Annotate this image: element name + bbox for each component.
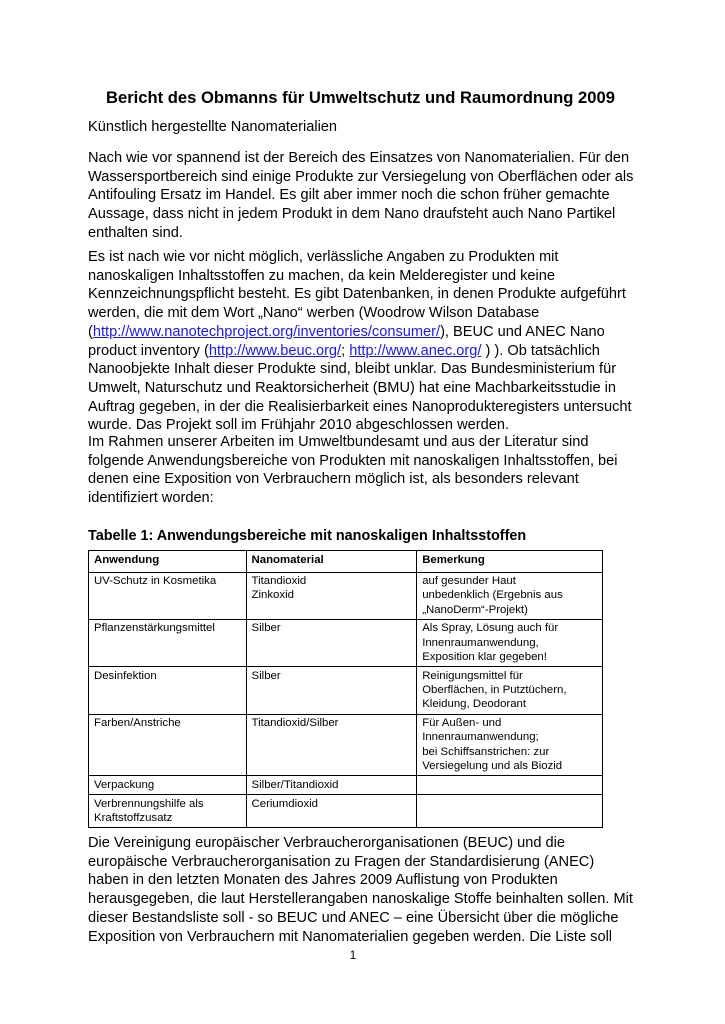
paragraph-line: Die Vereinigung europäischer Verbraucherorganisationen (BEUC) und die bbox=[88, 835, 566, 851]
paragraph-1 bbox=[88, 149, 648, 243]
table-cell bbox=[89, 795, 247, 828]
paragraph-line: folgende Anwendungsbereiche von Produkten mit nanoskaligen Inhaltsstoffen, bei bbox=[88, 452, 618, 469]
paragraph-line: dieser Bestandsliste soll - so BEUC und ANEC – eine Übersicht über die mögliche bbox=[88, 909, 619, 926]
cell-line: Titandioxid/Silber bbox=[251, 717, 339, 730]
paragraph-line: Kennzeichnungspflicht besteht. Es gibt Datenbanken, in denen Produkte aufgeführt bbox=[88, 286, 626, 303]
cell-line: Silber bbox=[251, 669, 281, 682]
cell-line: Oberflächen, in Putztüchern, bbox=[422, 684, 567, 697]
text-segment: ), BEUC und ANEC Nano bbox=[440, 323, 605, 340]
paragraph-line: enthalten sind. bbox=[88, 224, 183, 241]
table-cell bbox=[246, 572, 417, 619]
text-segment: ) ). Ob tatsächlich bbox=[481, 342, 600, 359]
cell-line: Innenraumanwendung, bbox=[422, 636, 539, 649]
cell-line: unbedenklich (Ergebnis aus bbox=[422, 589, 563, 602]
column-header-anwendung: Anwendung bbox=[89, 551, 247, 573]
link-anec[interactable]: http://www.anec.org/ bbox=[349, 342, 482, 359]
text-segment: product inventory ( bbox=[88, 342, 209, 359]
paragraph-line bbox=[88, 323, 648, 342]
table-cell bbox=[417, 776, 603, 795]
cell-line: Reinigungsmittel für bbox=[422, 669, 523, 682]
paragraph-line: Wassersportbereich sind einige Produkte zur Versiegelung von Oberflächen oder als bbox=[88, 168, 634, 185]
paragraph-line: herausgegeben, die laut Herstellerangaben nanoskalige Stoffe beinhalten sollen. Mit bbox=[88, 891, 633, 908]
cell-line: „NanoDerm“-Projekt) bbox=[422, 603, 528, 616]
cell-line: Pflanzenstärkungsmittel bbox=[94, 622, 215, 635]
table-cell bbox=[246, 795, 417, 828]
paragraph-line: wurde. Das Projekt soll im Frühjahr 2010 abgeschlossen werden. bbox=[88, 417, 509, 434]
table-row bbox=[89, 795, 603, 828]
paragraph-line: Nanoobjekte Inhalt dieser Produkte sind, bleibt unklar. Das Bundesministerium für bbox=[88, 361, 617, 378]
paragraph-line: nanoskaligen Inhaltsstoffen zu machen, da kein Melderegister und keine bbox=[88, 267, 556, 284]
cell-line: Verpackung bbox=[94, 778, 155, 791]
cell-line: Silber/Titandioxid bbox=[251, 778, 339, 791]
table-cell bbox=[89, 667, 247, 714]
paragraph-line: Umwelt, Naturschutz und Reaktorsicherheit (BMU) hat eine Machbarkeitsstudie in bbox=[88, 379, 617, 396]
cell-line: Kleidung, Deodorant bbox=[422, 698, 527, 711]
cell-line: bei Schiffsanstrichen: zur bbox=[422, 745, 550, 758]
table-cell bbox=[246, 619, 417, 666]
table-cell bbox=[417, 795, 603, 828]
cell-line: Titandioxid bbox=[251, 575, 307, 587]
paragraph-line: identifiziert worden: bbox=[88, 490, 214, 507]
paragraph-line: Aussage, dass nicht in jedem Produkt in dem Nano draufsteht auch Nano Partikel bbox=[88, 206, 616, 223]
cell-line: Für Außen- und bbox=[422, 717, 502, 730]
cell-line: Innenraumanwendung; bbox=[422, 731, 539, 744]
page-number: 1 bbox=[349, 948, 357, 962]
link-beuc[interactable]: http://www.beuc.org/ bbox=[208, 342, 342, 359]
cell-line: Versiegelung und als Biozid bbox=[422, 760, 563, 773]
cell-line: Ceriumdioxid bbox=[251, 797, 319, 810]
cell-line: UV-Schutz in Kosmetika bbox=[94, 575, 217, 587]
text-segment: ( bbox=[88, 323, 93, 340]
paragraph-2 bbox=[88, 248, 648, 435]
cell-line: Desinfektion bbox=[94, 669, 157, 682]
table-cell bbox=[89, 572, 247, 619]
cell-line: Zinkoxid bbox=[251, 589, 294, 602]
table-cell bbox=[246, 776, 417, 795]
table-cell bbox=[89, 776, 247, 795]
table-header-row bbox=[89, 551, 603, 573]
cell-line: Kraftstoffzusatz bbox=[94, 811, 173, 824]
link-nanotechproject[interactable]: http://www.nanotechproject.org/inventories/consumer/ bbox=[92, 323, 441, 340]
table-cell bbox=[417, 714, 603, 776]
table-cell bbox=[246, 667, 417, 714]
cell-line: Verbrennungshilfe als bbox=[94, 797, 204, 810]
paragraph-line: Nach wie vor spannend ist der Bereich des Einsatzes von Nanomaterialien. Für den bbox=[88, 150, 630, 166]
table-row bbox=[89, 667, 603, 714]
paragraph-line: Antifouling Ersatz im Handel. Es gilt aber immer noch die schon früher gemachte bbox=[88, 187, 610, 204]
table-cell bbox=[89, 714, 247, 776]
paragraph-line: Exposition von Verbrauchern mit Nanomaterialien gegeben werden. Die Liste soll bbox=[88, 928, 613, 945]
paragraph-line: Im Rahmen unserer Arbeiten im Umweltbundesamt und aus der Literatur sind bbox=[88, 434, 589, 450]
cell-line: Als Spray, Lösung auch für bbox=[422, 622, 559, 635]
subtitle-text: Künstlich hergestellte Nanomaterialien bbox=[88, 119, 338, 135]
paragraph-3 bbox=[88, 433, 648, 508]
table-row bbox=[89, 714, 603, 776]
paragraph-4 bbox=[88, 834, 648, 946]
paragraph-line: Auftrag gegeben, in der die Realisierbarkeit eines Nanoprodukteregisters untersucht bbox=[88, 398, 632, 415]
column-header-bemerkung: Bemerkung bbox=[417, 551, 603, 573]
cell-line: auf gesunder Haut bbox=[422, 575, 516, 587]
paragraph-line: Es ist nach wie vor nicht möglich, verlässliche Angaben zu Produkten mit bbox=[88, 249, 559, 265]
table-cell bbox=[246, 714, 417, 776]
cell-line: Exposition klar gegeben! bbox=[422, 650, 547, 663]
document-title: Bericht des Obmanns für Umweltschutz und Raumordnung 2009 bbox=[106, 88, 615, 107]
section-subtitle bbox=[88, 118, 648, 137]
paragraph-line: haben in den letzten Monaten des Jahres 2009 Auflistung von Produkten bbox=[88, 872, 558, 889]
text-segment: ; bbox=[341, 342, 350, 359]
table-cell bbox=[417, 619, 603, 666]
table-caption: Tabelle 1: Anwendungsbereiche mit nanoskaligen Inhaltsstoffen bbox=[88, 528, 527, 544]
paragraph-line: europäische Verbraucherorganisation zu Fragen der Standardisierung (ANEC) bbox=[88, 853, 595, 870]
table-row bbox=[89, 572, 603, 619]
cell-line: Farben/Anstriche bbox=[94, 717, 181, 730]
paragraph-line: denen eine Exposition von Verbrauchern möglich ist, als besonders relevant bbox=[88, 471, 579, 488]
table-row bbox=[89, 776, 603, 795]
paragraph-line: werden, die mit dem Wort „Nano“ werben (Woodrow Wilson Database bbox=[88, 305, 540, 322]
table-row bbox=[89, 619, 603, 666]
table-cell bbox=[417, 667, 603, 714]
column-header-nanomaterial: Nanomaterial bbox=[246, 551, 417, 573]
applications-table bbox=[88, 550, 603, 828]
cell-line: Silber bbox=[251, 622, 281, 635]
table-cell bbox=[417, 572, 603, 619]
table-cell bbox=[89, 619, 247, 666]
paragraph-line bbox=[88, 342, 648, 361]
